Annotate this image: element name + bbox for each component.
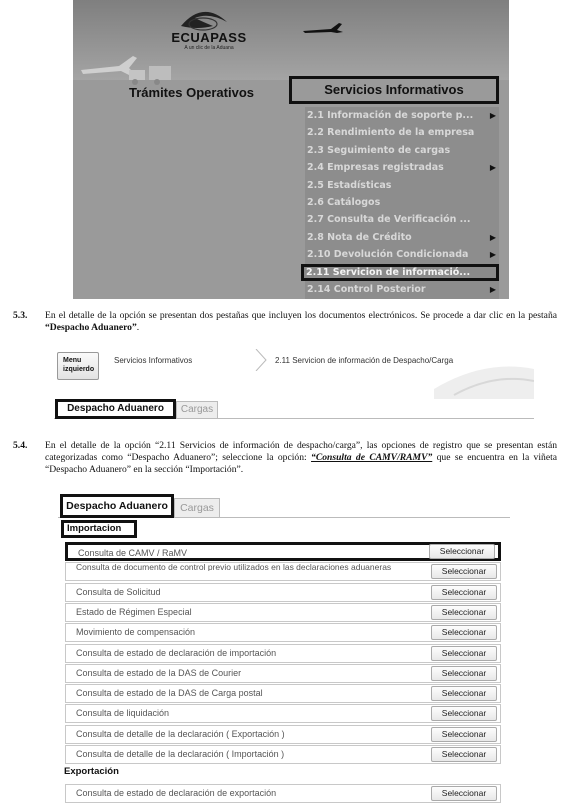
tab-cargas[interactable]: Cargas [174,498,220,518]
breadcrumb-current: 2.11 Servicion de información de Despacho/Carga [275,356,454,365]
seleccionar-button[interactable]: Seleccionar [431,727,497,742]
ecuapass-banner [73,0,509,299]
seleccionar-button[interactable]: Seleccionar [431,646,497,661]
seleccionar-button[interactable]: Seleccionar [431,625,497,640]
section-number-5-4: 5.4. [13,440,28,451]
importacion-section-header: Importacion [61,520,137,538]
menu-item[interactable] [305,246,499,263]
menu-item[interactable] [305,142,499,159]
tab-despacho-aduanero[interactable]: Despacho Aduanero [60,494,174,518]
menu-item-label: 2.8 Nota de Crédito [307,231,412,243]
row-label: Consulta de estado de la DAS de Carga postal [76,688,263,699]
screenshot-despacho-aduanero [58,490,510,811]
row-label: Consulta de estado de declaración de exportación [76,788,277,798]
breadcrumb-servicios[interactable]: Servicios Informativos [114,356,193,365]
screenshot-servicios-tabs [54,349,534,419]
submenu-arrow-icon: ▶ [489,285,496,294]
menu-item-label: 2.4 Empresas registradas [307,162,444,174]
menu-item-label: 2.3 Seguimiento de cargas [307,144,451,156]
row-label: Estado de Régimen Especial [76,606,192,617]
menu-item[interactable] [305,229,499,246]
tab-bar [58,492,510,518]
seleccionar-button[interactable]: Seleccionar [431,786,497,801]
row-label: Consulta de estado de declaración de importación [76,647,277,658]
table-row [65,644,501,663]
seleccionar-button[interactable]: Seleccionar [431,564,497,579]
seleccionar-button[interactable]: Seleccionar [431,706,497,721]
menu-button-label: Menu izquierdo [63,357,95,373]
tab-despacho-aduanero[interactable]: Despacho Aduanero [55,399,176,419]
table-row [65,562,501,581]
logo-tagline: A un clic de la Aduana [184,45,234,51]
breadcrumb-chevron-icon [254,349,268,371]
row-label: Consulta de detalle de la declaración ( Exportación ) [76,728,285,739]
menu-item-label: 2.14 Control Posterior [307,284,426,295]
logo-wordmark: ECUAPASS [171,30,247,45]
seleccionar-button[interactable]: Seleccionar [431,747,497,762]
tab-cargas[interactable]: Cargas [176,401,218,419]
seleccionar-button[interactable]: Seleccionar [431,686,497,701]
menu-item[interactable] [305,159,499,176]
row-label: Consulta de documento de control previo utilizados en las declaraciones aduaneras [76,563,392,572]
menu-item[interactable] [305,194,499,211]
seleccionar-button[interactable]: Seleccionar [429,544,495,559]
menu-item[interactable] [305,107,499,124]
table-row [65,603,501,622]
airplane-icon-small [303,22,343,38]
row-label: Consulta de detalle de la declaración ( Importación ) [76,749,285,759]
exportacion-section-header: Exportación [64,766,119,777]
section-number-5-3: 5.3. [13,310,28,321]
row-label: Consulta de CAMV / RaMV [78,548,188,558]
table-row [65,664,501,683]
seleccionar-button[interactable]: Seleccionar [431,585,497,600]
table-row [65,704,501,723]
menu-item[interactable] [305,124,499,141]
menu-item[interactable] [305,177,499,194]
table-row [65,583,501,602]
menu-item-label: 2.5 Estadísticas [307,179,392,191]
tramites-operativos-menu[interactable]: Trámites Operativos [129,85,254,100]
menu-item-label: 2.1 Información de soporte p... [307,110,474,121]
section-5-3-text: En el detalle de la opción se presentan dos pestañas que incluyen los documentos electrónicos. Se procede a dar clic en la pestaña “Despacho Aduanero”. [45,310,557,333]
table-row [65,542,501,561]
submenu-arrow-icon: ▶ [489,163,496,173]
table-row [65,725,501,744]
seleccionar-button[interactable]: Seleccionar [431,666,497,681]
submenu-arrow-icon: ▶ [489,250,496,260]
servicios-dropdown [305,107,499,299]
row-label: Consulta de estado de la DAS de Courier [76,667,242,678]
menu-item-label: 2.11 Servicion de informació... [306,266,471,278]
row-label: Movimiento de compensación [76,627,196,638]
menu-item[interactable] [305,211,499,228]
menu-item[interactable] [305,281,499,298]
submenu-arrow-icon: ▶ [489,232,496,242]
row-label: Consulta de Solicitud [76,586,161,597]
tab-bar [54,399,534,419]
table-row [65,684,501,703]
table-row [65,745,501,764]
menu-item-label: 2.10 Devolución Condicionada [307,249,469,261]
decorative-swoosh [434,349,534,399]
menu-item[interactable] [301,264,499,281]
row-label: Consulta de liquidación [76,708,170,719]
table-row [65,623,501,642]
menu-item-label: 2.6 Catálogos [307,197,381,208]
table-row [65,784,501,803]
submenu-arrow-icon: ▶ [489,111,496,120]
servicios-informativos-menu[interactable]: Servicios Informativos [289,76,499,104]
seleccionar-button[interactable]: Seleccionar [431,605,497,620]
menu-item-label: 2.7 Consulta de Verificación ... [307,214,471,226]
menu-item-label: 2.2 Rendimiento de la empresa [307,127,475,139]
section-5-4-text: En el detalle de la opción “2.11 Servicios de información de despacho/carga”, las opciones de registro que se presentan están categorizadas como “Despacho Aduanero”; seleccione la opción: “Consulta de CAMV/RAMV” que se encuentra en la viñeta “Despacho Aduanero” en la sección “Importación”. [45,440,558,475]
menu-izquierdo-button[interactable] [57,352,99,380]
ground-vehicles-icon [99,56,179,88]
